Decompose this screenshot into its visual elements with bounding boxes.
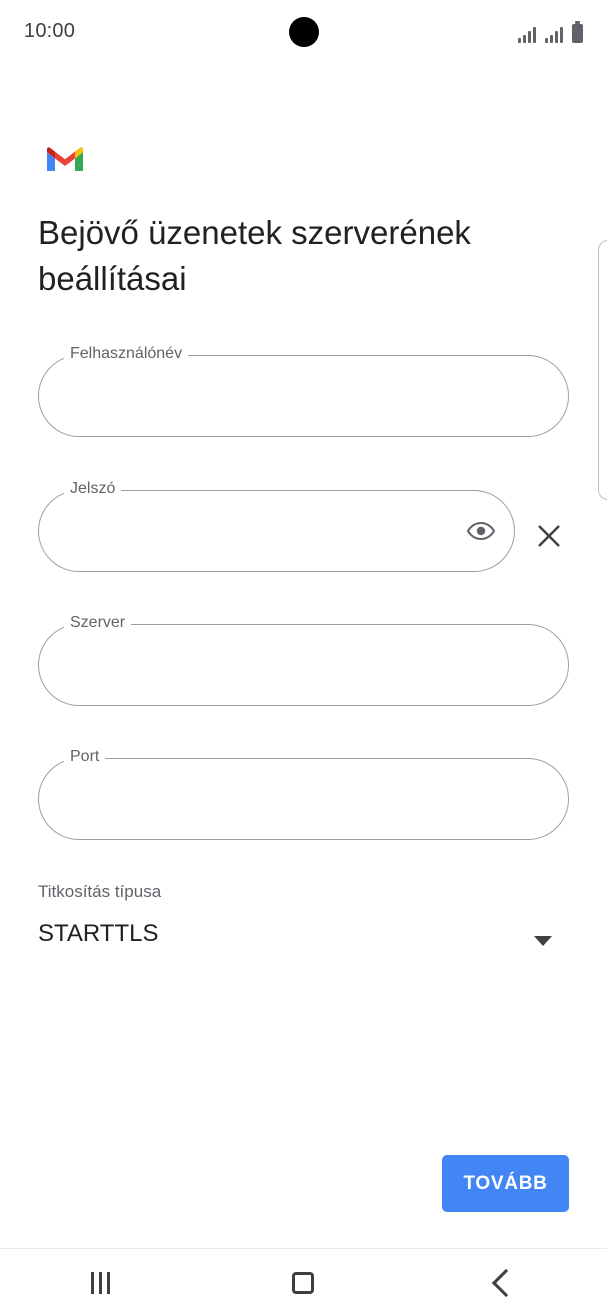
status-icons	[518, 19, 583, 43]
battery-full-icon	[572, 24, 583, 43]
password-field-label: Jelszó	[64, 479, 121, 499]
port-field[interactable]	[38, 748, 569, 840]
port-input[interactable]	[38, 758, 569, 840]
username-input[interactable]	[38, 355, 569, 437]
next-button[interactable]: TOVÁBB	[442, 1155, 569, 1212]
close-icon[interactable]	[527, 514, 571, 558]
main-content	[0, 62, 607, 1248]
server-field[interactable]	[38, 614, 569, 706]
recents-icon[interactable]	[91, 1272, 110, 1294]
signal-bars-icon-2	[545, 25, 563, 43]
chevron-down-icon[interactable]	[534, 936, 552, 946]
server-field-label: Szerver	[64, 613, 131, 633]
port-field-label: Port	[64, 747, 105, 767]
security-type-value[interactable]: STARTTLS	[38, 920, 159, 947]
password-field[interactable]	[38, 480, 515, 572]
status-clock: 10:00	[24, 19, 76, 42]
home-icon[interactable]	[292, 1272, 314, 1294]
camera-punch-hole	[289, 17, 319, 47]
eye-icon[interactable]	[459, 490, 503, 572]
username-field-label: Felhasználónév	[64, 344, 188, 364]
system-nav-bar	[0, 1248, 607, 1316]
back-icon[interactable]	[492, 1268, 520, 1296]
page-title: Bejövő üzenetek szerverének beállításai	[38, 214, 471, 297]
gmail-logo-icon	[45, 143, 85, 175]
edge-panel-stub	[598, 240, 607, 500]
security-type-label: Titkosítás típusa	[38, 882, 162, 901]
signal-bars-icon	[518, 25, 536, 43]
username-field[interactable]	[38, 345, 569, 437]
server-input[interactable]	[38, 624, 569, 706]
password-input[interactable]	[38, 490, 515, 572]
